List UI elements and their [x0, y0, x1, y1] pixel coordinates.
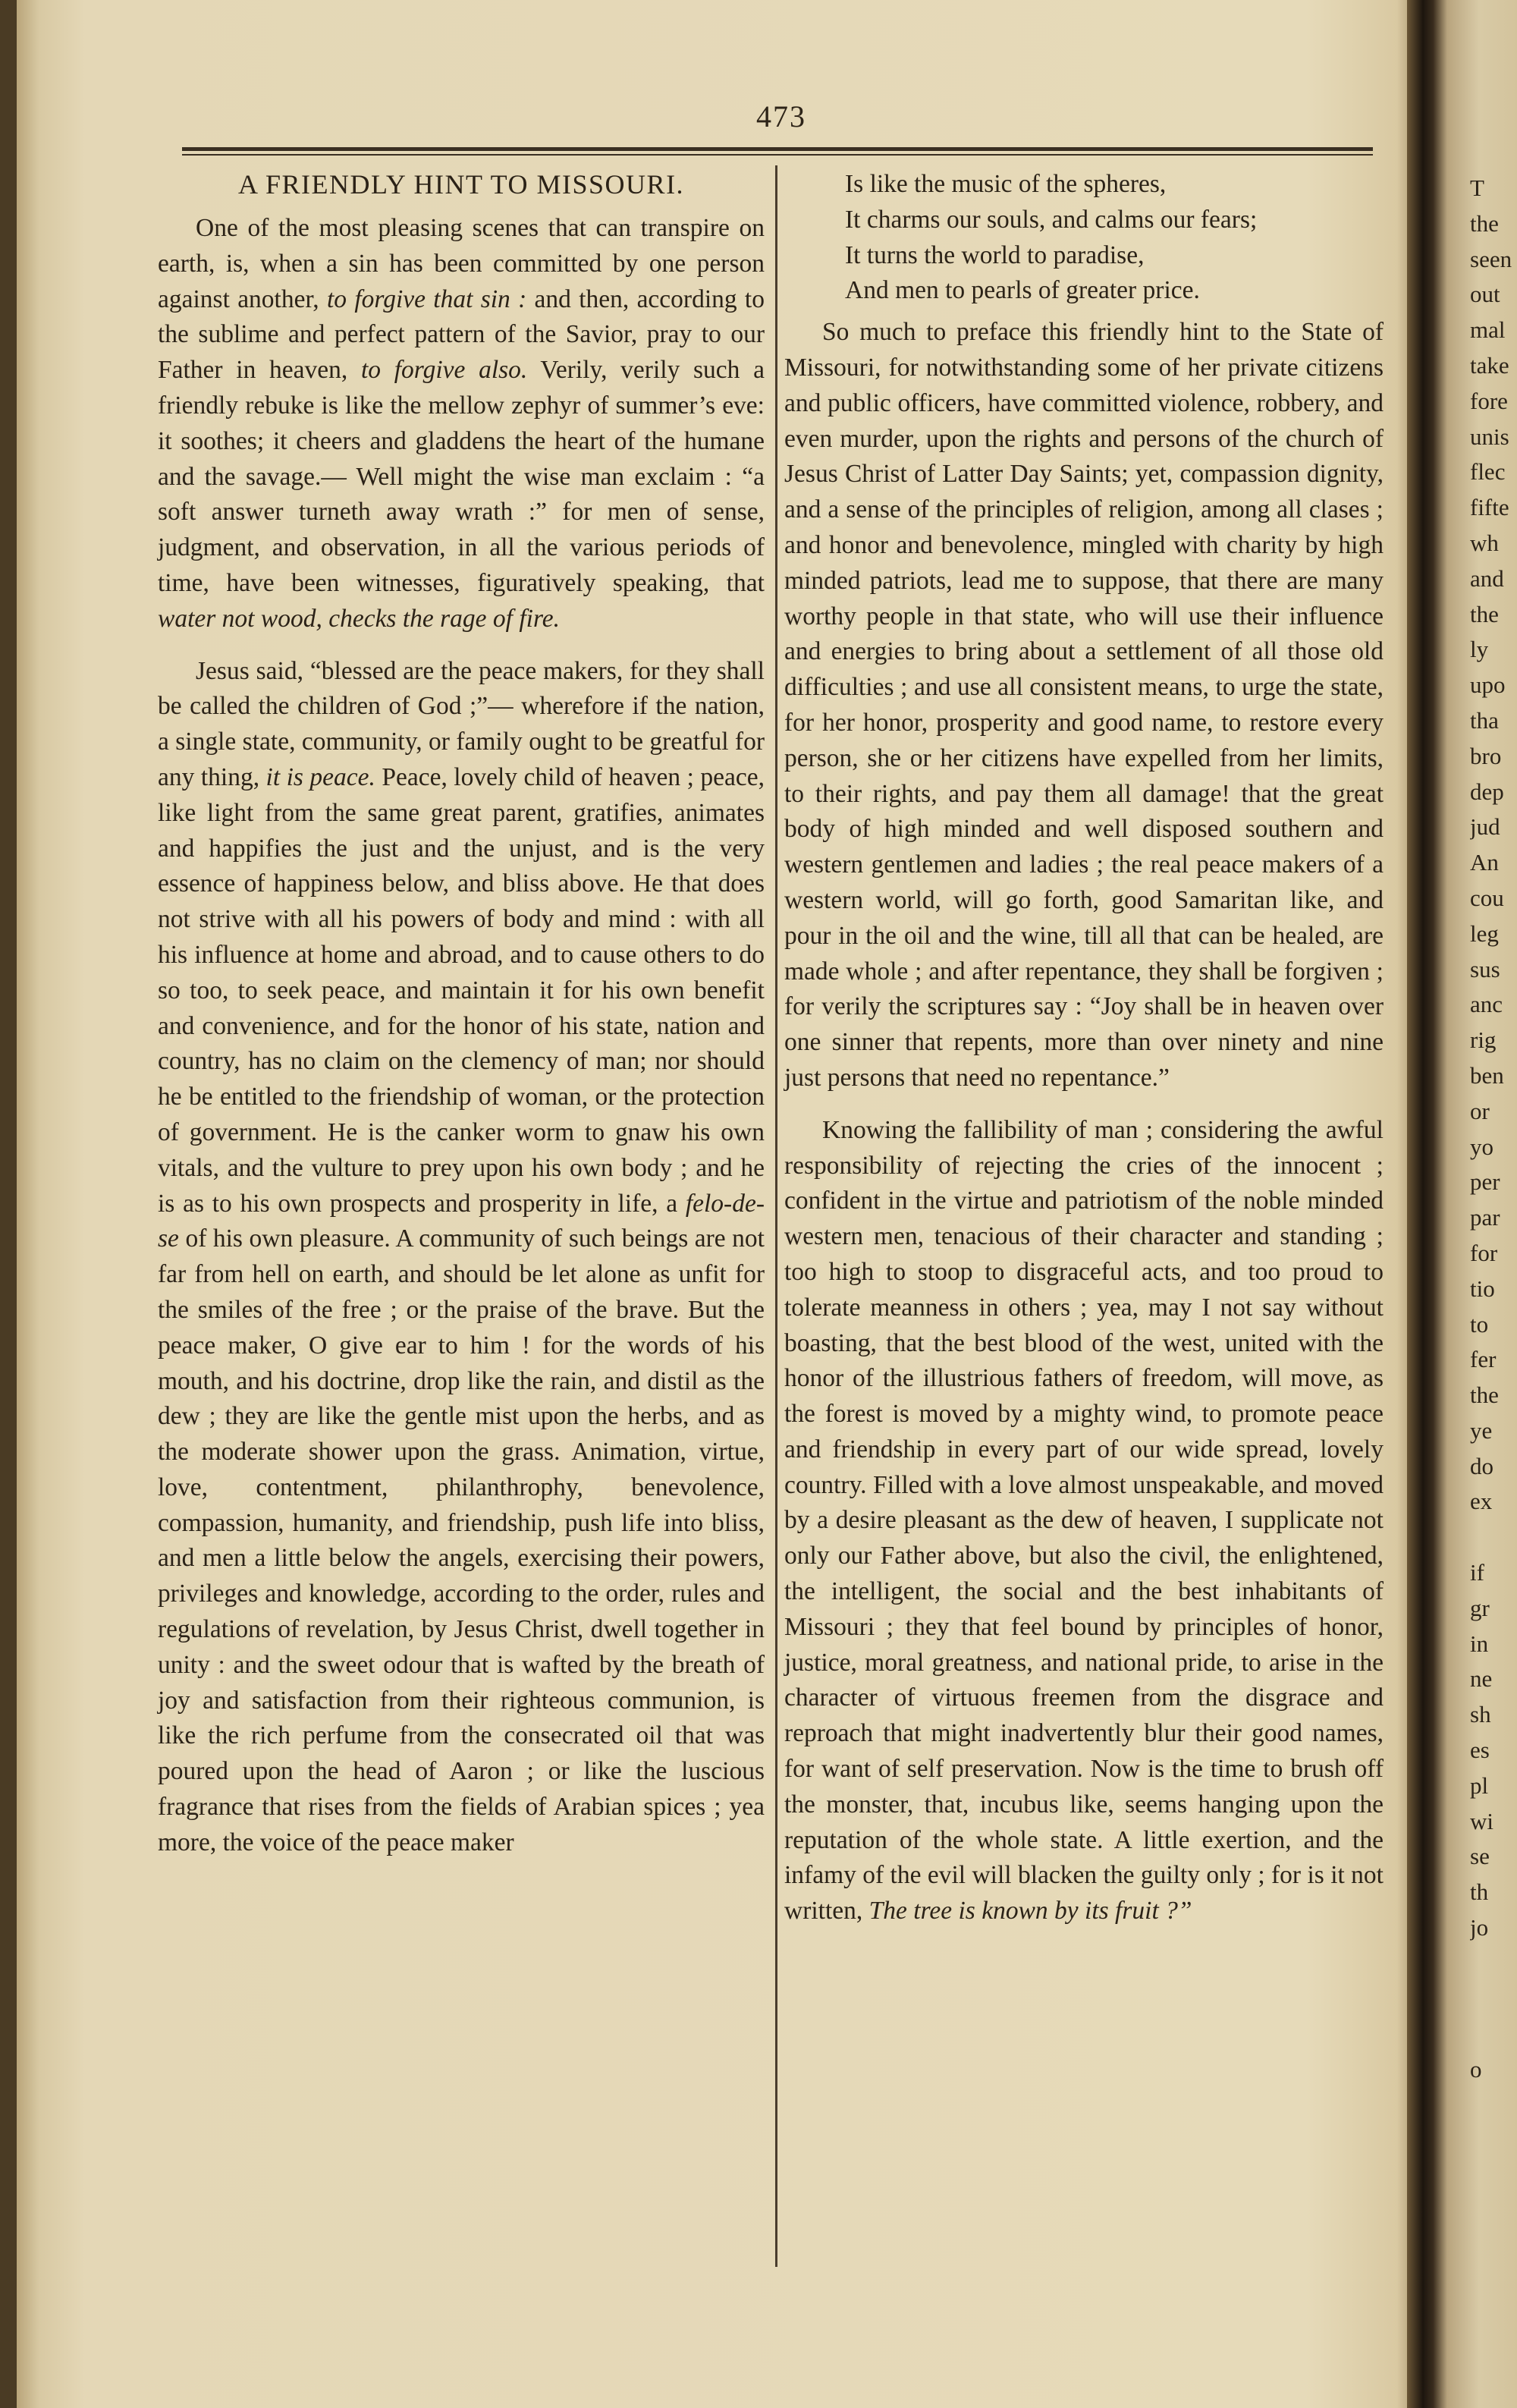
- adjacent-line-fragment: cou: [1470, 884, 1504, 911]
- page-gutter: [1407, 0, 1434, 2408]
- adjacent-line-fragment: wh: [1470, 529, 1499, 556]
- adjacent-line-fragment: fer: [1470, 1346, 1497, 1373]
- adjacent-line-fragment: jo: [1470, 1914, 1489, 1941]
- italic-text: to forgive also.: [360, 356, 528, 385]
- right-column-text: [784, 315, 1384, 1929]
- adjacent-page-text: [1470, 171, 1517, 2088]
- adjacent-line-fragment: and: [1470, 564, 1504, 592]
- adjacent-line-fragment: bro: [1470, 742, 1502, 769]
- adjacent-line-fragment: do: [1470, 1452, 1493, 1479]
- adjacent-line-fragment: es: [1470, 1737, 1490, 1764]
- adjacent-line-fragment: the: [1470, 1382, 1499, 1409]
- adjacent-line-fragment: per: [1470, 1168, 1500, 1196]
- adjacent-line-fragment: ben: [1470, 1061, 1504, 1089]
- adjacent-line-fragment: An: [1470, 849, 1499, 876]
- adjacent-line-fragment: gr: [1470, 1594, 1490, 1621]
- adjacent-line-fragment: the: [1470, 600, 1499, 627]
- poem-line: It charms our souls, and calms our fears;: [845, 205, 1258, 234]
- adjacent-line-fragment: T: [1470, 174, 1484, 201]
- adjacent-line-fragment: sh: [1470, 1701, 1491, 1728]
- adjacent-line-fragment: take: [1470, 351, 1509, 379]
- adjacent-line-fragment: in: [1470, 1630, 1489, 1657]
- book-binding: [0, 0, 17, 2408]
- header-rule: [182, 147, 1373, 151]
- adjacent-line-fragment: ye: [1470, 1416, 1493, 1444]
- adjacent-line-fragment: yo: [1470, 1133, 1493, 1160]
- adjacent-line-fragment: flec: [1470, 458, 1506, 486]
- adjacent-line-fragment: th: [1470, 1878, 1489, 1906]
- poem-verse: [845, 167, 1384, 309]
- text-run: Jesus said, “blessed are the peace makers, for they shall be called the children of God ;”— wherefore if the nation, a single state, community, or family ought to be greatful for any thing,: [158, 656, 765, 791]
- paragraph: [784, 315, 1384, 1096]
- right-column: [784, 167, 1384, 1929]
- adjacent-line-fragment: if: [1470, 1559, 1484, 1586]
- text-run: Knowing the fallibility of man ; considering the awful responsibility of rejecting the cries of the innocent ; confident in the virtue and patriotism of the noble minded western men, tenacious of their character and standing ; too high to stoop to disgraceful acts, and too proud to tolerate meanness in others ; yea, may I not say without boasting, that the best blood of the west, united with the honor of the illustrious fathers of freedom, will move, as the forest is moved by a mighty wind, to promote peace and friendship in every part of our wide spread, lovely country. Filled with a love almost unspeakable, and moved by a desire pleasant as the dew of heaven, I supplicate not only our Father above, but also the civil, the enlightened, the intelligent, the social and the best inhabitants of Missouri ; they that feel bound by principles of honor, justice, moral greatness, and national pride, to arise in the character of virtuous freemen from the disgrace and reproach that might inadvertently blur their good names, for want of self preservation. Now is the time to brush off the monster, that, incubus like, seems hanging upon the reputation of the whole state. A little exertion, and the infamy of the evil will blacken the guilty only ; for is it not written,: [784, 1115, 1384, 1925]
- adjacent-line-fragment: [1470, 2017, 1517, 2052]
- paragraph: [784, 1113, 1384, 1929]
- poem-line: It turns the world to paradise,: [845, 240, 1145, 269]
- adjacent-line-fragment: ex: [1470, 1488, 1493, 1515]
- text-run: of his own pleasure. A community of such beings are not far from hell on earth, and should be let alone as unfit for the smiles of the free ; or the praise of the brave. But the peace maker, O give ear to him ! for the words of his mouth, and his doctrine, drop like the rain, and distil as the dew ; they are like the gentle mist upon the herbs, and as the moderate shower upon the grass. Animation, virtue, love, contentment, philanthrophy, benevolence, compassion, humanity, and friendship, push life into bliss, and men a little below the angels, exercising their powers, privileges and knowledge, according to the order, rules and regulations of revelation, by Jesus Christ, dwell together in unity : and the sweet odour that is wafted by the breath of joy and satisfaction from their righteous communion, is like the rich perfume from the consecrated oil that was poured upon the head of Aaron ; or like the luscious fragrance that rises from the fields of Arabian spices ; yea more, the voice of the peace maker: [158, 1224, 765, 1856]
- poem-line: Is like the music of the spheres,: [845, 170, 1167, 198]
- adjacent-line-fragment: for: [1470, 1239, 1498, 1266]
- adjacent-line-fragment: seen: [1470, 245, 1512, 272]
- adjacent-line-fragment: pl: [1470, 1771, 1489, 1799]
- article-title: A FRIENDLY HINT TO MISSOURI.: [237, 169, 685, 200]
- text-run: Verily, verily such a friendly rebuke is like the mellow zephyr of summer’s eve: it soothes; it cheers and gladdens the heart of the humane and the savage.— Well might the wise man exclaim : “a soft answer turneth away wrath :” for men of sense, judgment, and observation, in all the various periods of time, have been witnesses, figuratively speaking, that: [158, 356, 765, 597]
- text-run: Peace, lovely child of heaven ; peace, like light from the same great parent, gratifies, animates and happifies the just and the unjust, and is the very essence of happiness below, and bliss above. He that does not strive with all his powers of body and mind : with all his influence at home and abroad, and to cause others to do so too, to seek peace, and maintain it for his own benefit and convenience, and for the honor of his state, nation and country, has no claim on the clemency of man; nor should he be entitled to the friendship of woman, or the protection of government. He is the canker worm to gnaw his own vitals, and the vulture to prey upon his own body ; and he is as to his own prospects and prosperity in life, a: [158, 762, 765, 1218]
- paragraph: [158, 211, 765, 637]
- adjacent-line-fragment: par: [1470, 1204, 1500, 1231]
- header-rule-thin: [182, 154, 1373, 156]
- adjacent-line-fragment: [1470, 1946, 1517, 1982]
- adjacent-line-fragment: ne: [1470, 1665, 1493, 1693]
- italic-text: water not wood, checks the rage of fire.: [158, 604, 561, 633]
- italic-text: to forgive that sin :: [326, 284, 527, 313]
- adjacent-line-fragment: or: [1470, 1097, 1490, 1124]
- adjacent-line-fragment: upo: [1470, 671, 1506, 699]
- paragraph: [158, 654, 765, 1861]
- adjacent-line-fragment: the: [1470, 209, 1499, 237]
- text-run: One of the most pleasing scenes that can transpire on earth, is, when a sin has been committed by one person against another,: [158, 214, 765, 313]
- adjacent-line-fragment: [1470, 1520, 1517, 1555]
- adjacent-line-fragment: tha: [1470, 706, 1499, 734]
- adjacent-line-fragment: [1470, 1982, 1517, 2017]
- text-run: and then, according to the sublime and perfect pattern of the Savior, pray to our Father in heaven,: [158, 284, 765, 385]
- column-divider: [775, 165, 777, 2267]
- adjacent-line-fragment: fifte: [1470, 494, 1509, 521]
- adjacent-line-fragment: anc: [1470, 991, 1503, 1018]
- italic-text: it is peace.: [265, 762, 375, 791]
- adjacent-line-fragment: o: [1470, 2056, 1482, 2083]
- adjacent-line-fragment: to: [1470, 1310, 1489, 1338]
- left-column: [158, 167, 765, 1861]
- adjacent-line-fragment: leg: [1470, 920, 1499, 947]
- adjacent-line-fragment: dep: [1470, 778, 1504, 805]
- adjacent-line-fragment: rig: [1470, 1026, 1497, 1054]
- adjacent-line-fragment: sus: [1470, 955, 1500, 982]
- adjacent-line-fragment: mal: [1470, 316, 1506, 344]
- italic-text: felo-de-se: [158, 1189, 765, 1253]
- adjacent-line-fragment: wi: [1470, 1807, 1493, 1834]
- adjacent-line-fragment: unis: [1470, 423, 1509, 450]
- adjacent-line-fragment: ly: [1470, 636, 1489, 663]
- adjacent-line-fragment: se: [1470, 1843, 1490, 1870]
- text-run: So much to preface this friendly hint to the State of Missouri, for notwithstanding some of her private citizens and public officers, have committed violence, robbery, and even murder, upon the rights and persons of the church of Jesus Christ of Latter Day Saints; yet, compassion dignity, and a sense of the principles of religion, among all clases ; and honor and benevolence, mingled with charity by high minded patriots, lead me to suppose, that there are many worthy people in that state, who will use their influence and energies to bring about a settlement of all those old difficulties ; and use all consistent means, to urge the state, for her honor, prosperity and good name, to restore every person, she or her citizens have expelled from her limits, to their rights, and pay them all damage! that the great body of high minded and well disposed southern and western gentlemen and ladies ; the real peace makers of a western world, will go forth, good Samaritan like, and pour in the oil and the wine, till all that can be healed, are made whole ; and after repentance, they shall be forgiven ; for verily the scriptures say : “Joy shall be in heaven over one sinner that repents, more than over ninety and nine just persons that need no repentance.”: [784, 318, 1384, 1092]
- left-column-text: [158, 211, 765, 1861]
- adjacent-line-fragment: fore: [1470, 387, 1508, 414]
- adjacent-line-fragment: jud: [1470, 813, 1500, 841]
- italic-text: The tree is known by its fruit ?”: [868, 1897, 1192, 1925]
- poem-line: And men to pearls of greater price.: [845, 276, 1200, 305]
- adjacent-line-fragment: tio: [1470, 1275, 1495, 1302]
- adjacent-line-fragment: out: [1470, 281, 1500, 308]
- page-number: 473: [756, 99, 806, 134]
